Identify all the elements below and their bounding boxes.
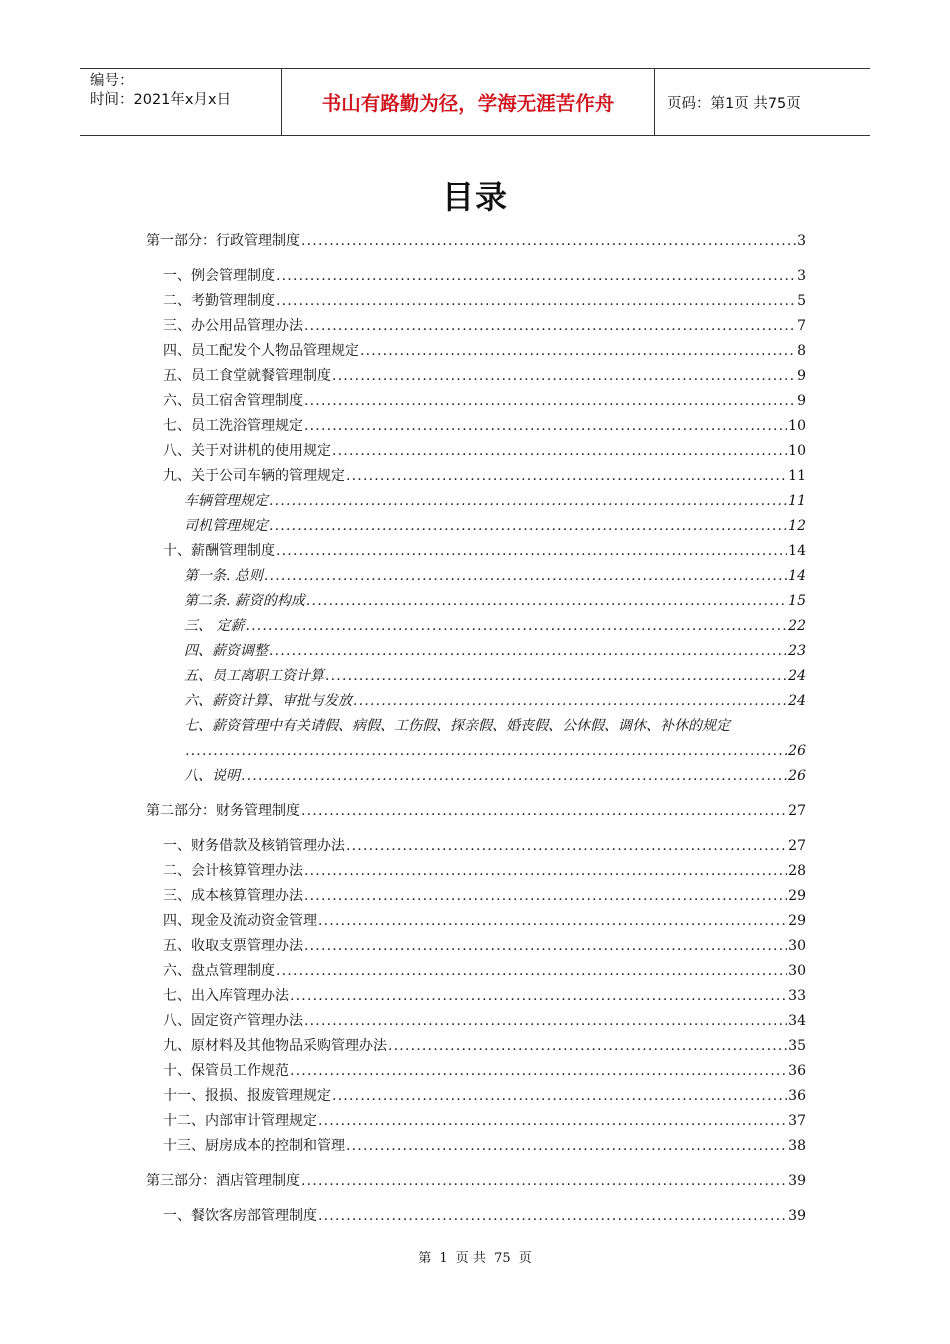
page-header xyxy=(80,68,870,136)
toc-item-label: 十三、厨房成本的控制和管理 xyxy=(163,1138,345,1154)
toc-item-label: 第二部分：财务管理制度 xyxy=(146,803,300,819)
footer-suffix: 页 xyxy=(518,1251,532,1266)
toc-item-page: 10 xyxy=(788,443,806,459)
toc-item-page: 29 xyxy=(788,913,806,929)
toc-leader-dots xyxy=(276,267,796,285)
toc-item-page: 26 xyxy=(788,768,806,784)
toc-item-page: 3 xyxy=(797,268,806,284)
toc-item[interactable] xyxy=(184,492,806,510)
toc-item-label: 四、员工配发个人物品管理规定 xyxy=(163,343,359,359)
toc-leader-dots xyxy=(301,802,787,820)
page-footer xyxy=(0,1247,950,1266)
toc-item-label: 六、薪资计算、审批与发放 xyxy=(184,693,352,709)
toc-leader-dots xyxy=(304,862,787,880)
footer-total-pages: 75 xyxy=(494,1251,511,1266)
toc-item-label: 十、保管员工作规范 xyxy=(163,1063,289,1079)
toc-leader-dots xyxy=(301,1172,787,1190)
header-page-info: 页码：第1页 共75页 xyxy=(667,95,801,112)
toc-item-page: 34 xyxy=(788,1013,806,1029)
toc-leader-dots xyxy=(346,1137,787,1155)
toc-item-page: 39 xyxy=(788,1208,806,1224)
toc-leader-dots xyxy=(346,467,787,485)
toc-item[interactable] xyxy=(163,392,806,410)
toc-leader-dots xyxy=(332,442,787,460)
toc-item-page: 9 xyxy=(797,368,806,384)
toc-leader-dots xyxy=(269,492,787,510)
toc-item-page: 37 xyxy=(788,1113,806,1129)
toc-item-label: 二、考勤管理制度 xyxy=(163,293,275,309)
toc-item[interactable] xyxy=(184,642,806,660)
toc-item-label: 八、关于对讲机的使用规定 xyxy=(163,443,331,459)
toc-item[interactable] xyxy=(163,317,806,335)
toc-leader-dots xyxy=(318,1207,787,1225)
toc-item-label: 一、财务借款及核销管理办法 xyxy=(163,838,345,854)
toc-leader-dots xyxy=(332,1087,787,1105)
toc-item[interactable] xyxy=(184,692,806,710)
toc-item-page: 36 xyxy=(788,1063,806,1079)
toc-item-label: 十一、报损、报废管理规定 xyxy=(163,1088,331,1104)
toc-item[interactable] xyxy=(184,592,806,610)
toc-item-label: 第二条. 薪资的构成 xyxy=(184,593,305,609)
toc-item[interactable] xyxy=(163,292,806,310)
footer-mid: 页 共 xyxy=(455,1251,486,1266)
toc-leader-dots xyxy=(276,962,787,980)
toc-item[interactable] xyxy=(163,862,806,880)
toc-item-page: 8 xyxy=(797,343,806,359)
toc-item-label: 第三部分：酒店管理制度 xyxy=(146,1173,300,1189)
toc-item-label: 一、餐饮客房部管理制度 xyxy=(163,1208,317,1224)
toc-item-page: 12 xyxy=(788,518,806,534)
toc-leader-dots xyxy=(185,742,787,760)
toc-item-page: 10 xyxy=(788,418,806,434)
toc-item-page: 14 xyxy=(788,543,806,559)
header-meta xyxy=(80,69,282,135)
toc-leader-dots xyxy=(388,1037,787,1055)
toc-leader-dots xyxy=(306,592,787,610)
toc-item[interactable] xyxy=(184,667,806,685)
toc-item[interactable] xyxy=(163,837,806,855)
toc-item-page: 39 xyxy=(788,1173,806,1189)
document-number-label: 编号： xyxy=(90,73,134,89)
toc-leader-dots xyxy=(269,517,787,535)
toc-item-label: 二、会计核算管理办法 xyxy=(163,863,303,879)
toc-item-label: 司机管理规定 xyxy=(184,518,268,534)
toc-item-page: 27 xyxy=(788,803,806,819)
toc-item[interactable] xyxy=(163,367,806,385)
toc-leader-dots xyxy=(290,1062,787,1080)
toc-section[interactable] xyxy=(146,1172,806,1190)
toc-leader-dots xyxy=(301,232,796,250)
toc-item[interactable] xyxy=(163,1012,806,1030)
toc-section[interactable] xyxy=(146,802,806,820)
toc-leader-dots xyxy=(290,987,787,1005)
toc-item-page: 7 xyxy=(797,318,806,334)
toc-item-page: 24 xyxy=(788,693,806,709)
document-time-label: 时间：2021年x月x日 xyxy=(90,92,232,108)
toc-item[interactable] xyxy=(163,417,806,435)
toc-item[interactable] xyxy=(163,987,806,1005)
toc-item-label: 五、员工食堂就餐管理制度 xyxy=(163,368,331,384)
toc-item-label: 三、成本核算管理办法 xyxy=(163,888,303,904)
toc-item-label: 一、例会管理制度 xyxy=(163,268,275,284)
toc-item[interactable] xyxy=(163,887,806,905)
toc-item[interactable] xyxy=(184,767,806,785)
toc-item-page: 22 xyxy=(788,618,806,634)
toc-item[interactable] xyxy=(163,1207,806,1225)
toc-item-label: 车辆管理规定 xyxy=(184,493,268,509)
toc-item[interactable] xyxy=(163,342,806,360)
toc-leader-dots xyxy=(304,392,796,410)
toc-item-continuation xyxy=(184,742,806,760)
toc-leader-dots xyxy=(346,837,787,855)
toc-item-page: 35 xyxy=(788,1038,806,1054)
toc-item-label: 第一条. 总则 xyxy=(184,568,263,584)
toc-item-page: 27 xyxy=(788,838,806,854)
toc-item-label: 九、关于公司车辆的管理规定 xyxy=(163,468,345,484)
toc-item-page: 11 xyxy=(788,468,806,484)
toc-leader-dots xyxy=(304,937,787,955)
toc-item[interactable] xyxy=(184,517,806,535)
toc-leader-dots xyxy=(325,667,787,685)
toc-item-label: 八、固定资产管理办法 xyxy=(163,1013,303,1029)
toc-item-page: 23 xyxy=(788,643,806,659)
toc-item-label: 三、办公用品管理办法 xyxy=(163,318,303,334)
toc-leader-dots xyxy=(304,317,796,335)
footer-prefix: 第 xyxy=(418,1251,432,1266)
toc-item-label: 九、原材料及其他物品采购管理办法 xyxy=(163,1038,387,1054)
toc-leader-dots xyxy=(304,417,787,435)
toc-item[interactable] xyxy=(184,617,806,635)
toc-item-page: 14 xyxy=(788,568,806,584)
toc-item-page: 9 xyxy=(797,393,806,409)
toc-item-page: 5 xyxy=(797,293,806,309)
toc-item-page: 30 xyxy=(788,938,806,954)
toc-item-page: 38 xyxy=(788,1138,806,1154)
toc-item-label: 四、现金及流动资金管理 xyxy=(163,913,317,929)
toc-item-label: 六、员工宿舍管理制度 xyxy=(163,393,303,409)
toc-item-label: 三、 定薪 xyxy=(184,618,245,634)
toc-item[interactable] xyxy=(184,567,806,585)
toc-item[interactable] xyxy=(163,912,806,930)
toc-section[interactable] xyxy=(146,232,806,250)
toc-leader-dots xyxy=(318,912,787,930)
toc-item-label: 十、薪酬管理制度 xyxy=(163,543,275,559)
footer-current-page: 1 xyxy=(439,1251,448,1266)
toc-item[interactable] xyxy=(163,962,806,980)
toc-item-page: 29 xyxy=(788,888,806,904)
toc-item-label: 八、说明 xyxy=(184,768,240,784)
toc-item-label: 五、收取支票管理办法 xyxy=(163,938,303,954)
toc-item-label: 五、员工离职工资计算 xyxy=(184,668,324,684)
toc-item[interactable] xyxy=(163,267,806,285)
toc-item-page: 33 xyxy=(788,988,806,1004)
toc-leader-dots xyxy=(304,887,787,905)
toc-item-label: 四、薪资调整 xyxy=(184,643,268,659)
toc-item-label: 七、员工洗浴管理规定 xyxy=(163,418,303,434)
toc-item-page: 28 xyxy=(788,863,806,879)
toc-item[interactable] xyxy=(163,1112,806,1130)
toc-leader-dots xyxy=(245,617,787,635)
toc-item[interactable] xyxy=(163,1087,806,1105)
toc-item-label: 七、出入库管理办法 xyxy=(163,988,289,1004)
toc-leader-dots xyxy=(276,542,787,560)
toc-item[interactable] xyxy=(163,1037,806,1055)
toc-leader-dots xyxy=(353,692,787,710)
toc-leader-dots xyxy=(241,767,787,785)
toc-item-page: 26 xyxy=(788,743,806,759)
toc-leader-dots xyxy=(304,1012,787,1030)
toc-item-page: 11 xyxy=(788,493,806,509)
toc-item-label: 第一部分：行政管理制度 xyxy=(146,233,300,249)
toc-item[interactable] xyxy=(163,542,806,560)
toc-item-label: 十二、内部审计管理规定 xyxy=(163,1113,317,1129)
toc-item-page: 30 xyxy=(788,963,806,979)
toc-leader-dots xyxy=(318,1112,787,1130)
toc-item[interactable] xyxy=(184,717,806,760)
header-motto: 书山有路勤为径，学海无涯苦作舟 xyxy=(282,69,655,135)
toc-item-page: 15 xyxy=(788,593,806,609)
toc-leader-dots xyxy=(360,342,796,360)
toc-item[interactable] xyxy=(163,442,806,460)
toc-item-page: 36 xyxy=(788,1088,806,1104)
toc-item[interactable] xyxy=(163,1137,806,1155)
toc-item[interactable] xyxy=(163,1062,806,1080)
toc-item-page: 24 xyxy=(788,668,806,684)
page-title: 目录 xyxy=(441,178,508,216)
toc-leader-dots xyxy=(276,292,796,310)
toc-item[interactable] xyxy=(163,467,806,485)
toc-leader-dots xyxy=(332,367,796,385)
toc-item-label: 七、薪资管理中有关请假、病假、工伤假、探亲假、婚丧假、公休假、调休、补休的规定 xyxy=(184,718,730,734)
toc-item-label: 六、盘点管理制度 xyxy=(163,963,275,979)
toc-item[interactable] xyxy=(163,937,806,955)
toc-leader-dots xyxy=(264,567,787,585)
toc-leader-dots xyxy=(269,642,787,660)
toc-item-page: 3 xyxy=(797,233,806,249)
